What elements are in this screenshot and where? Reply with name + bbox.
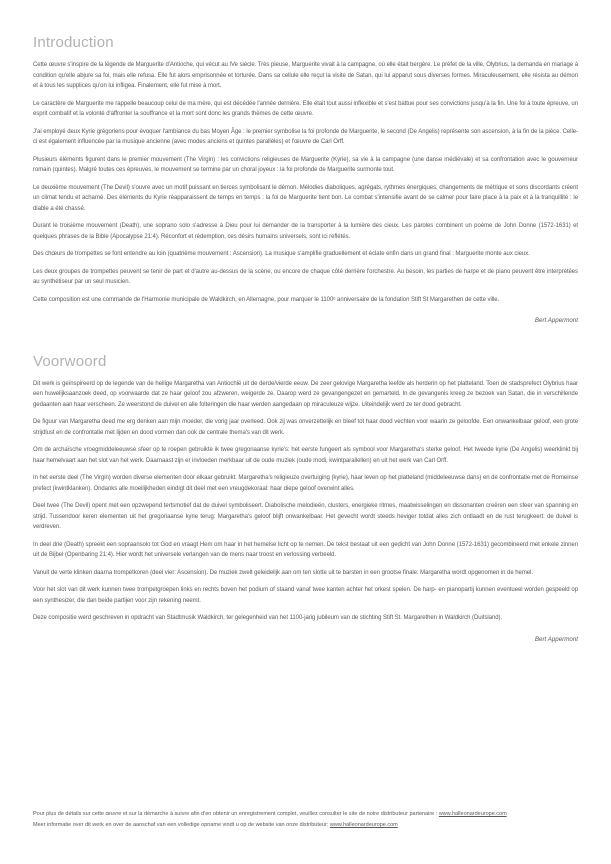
paragraph: Dit werk is geïnspireerd op de legende van de heilige Margaretha van Antiochië uit de derde/vierde eeuw. De zeer gelovige Margaretha leefde als herderin op het platteland. Toen de stadsprefect Olybrius haar een huwelijksaanzoek deed, op voorwaarde dat ze haar geloof zou afzweren, weigerde ze. Daarop werd ze gevangengezet en gemarteld. In de gevangenis kreeg ze bezoek van Satan, die in verschillende gedaanten aan haar verscheen. Ze weerstond de duivel en alle folteringen die haar werden aangedaan op miraculeuze wijze. Uiteindelijk werd ze ter dood gebracht. (33, 380, 578, 408)
paragraph: In deel drie (Death) spreekt een sopraansolo tot God en vraagt Hem om haar in het hemelse licht op te nemen. De tekst bestaat uit een gedicht van John Donne (1572-1631) gecombineerd met enkele zinnen uit de Bijbel (Openbaring 21:4). Hier wordt het universele verlangen van de mens naar troost en verlossing verbeeld. (33, 541, 578, 558)
page-content (33, 34, 578, 645)
section-voorwoord (33, 353, 578, 646)
footer-text-fr: Pour plus de détails sur cette œuvre et sur la démarche à suivre afin d'en obtenir un enregistrement complet, veuillez consulter le site de notre distributeur partenaire : (33, 811, 439, 817)
paragraph: In het eerste deel (The Virgin) worden diverse elementen door elkaar gebruikt: Margaretha's religieuze overtuiging (kyrie), haar leven op het platteland (middeleeuwse dans) en de confrontatie met de Romeinse prefect (kwintklanken). Ondanks alle moeilijkheden eindigt dit deel met een vreugdekoraal: haar diepe geloof overwint alles. (33, 475, 578, 492)
introduction-heading: Introduction (33, 34, 114, 51)
paragraph: J'ai employé deux Kyrie grégoriens pour évoquer l'ambiance du bas Moyen Âge : le premier symbolise la foi profonde de Marguerite, le second (De Angelis) représente son ascension, à la fin de la pièce. Celle-ci est également influencée par la musique ancienne (avec modes anciens et quintes parallèles) et l'œuvre de Carl Orff. (33, 128, 578, 145)
paragraph: Om de archaïsche vroegmiddeleeuwse sfeer op te roepen gebruikte ik twee gregoriaanse kyrie's: het eerste fungeert als symbool voor Margaretha's sterke geloof. Het tweede kyrie (De Angelis) weerklinkt bij haar hemelvaart aan het slot van het werk. Daarnaast zijn er invloeden merkbaar uit de oude muziek (oude modi, kwintparallellen) en uit het werk van Carl Orff. (33, 447, 578, 464)
page-footer (33, 809, 578, 831)
paragraph: Cette composition est une commande de l'Harmonie municipale de Waldkirch, en Allemagne, pour marquer le 1100ᵉ anniversaire de la fondation Stift St Margarethen de cette ville. (33, 296, 500, 303)
paragraph: Voor het slot van dit werk kunnen twee trompetgroepen links en rechts boven het podium of staand vanaf twee kanten achter het orkest spelen. De harp- en pianopartij kunnen eventueel worden gespeeld op een synthesizer, die dan beide partijen voor zijn rekening neemt. (33, 587, 578, 604)
paragraph: Cette œuvre s'inspire de la légende de Marguerite d'Antioche, qui vécut au IVe siècle. Très pieuse, Marguerite vivait à la campagne, où elle était bergère. Le préfet de la ville, Olybrius, la demanda en mariage à condition qu'elle abjure sa foi, mais elle refusa. Elle fut alors emprisonnée et torturée. Dans sa cellule elle reçut la visite de Satan, qui lui apparut sous diverses formes. Miraculeusement, elle résista au démon et à tous les supplices qu'on lui infligea. Finalement, elle fut mise à mort. (33, 62, 578, 89)
footer-text-nl: Meer informatie over dit werk en over de aanschaf van een volledige opname vindt u op de website van onze distributeur: (33, 822, 330, 828)
voorwoord-heading: Voorwoord (33, 352, 107, 370)
paragraph: Les deux groupes de trompettes peuvent se tenir de part et d'autre au-dessus de la scène, ou encore de chaque côté derrière l'orchestre. Au besoin, les parties de harpe et de piano peuvent être interprétées au synthétiseur par un seul musicien. (33, 268, 578, 285)
distributor-link-fr[interactable]: www.halleonardeurope.com (438, 811, 507, 817)
author-signature: Bert Appermont (534, 317, 578, 324)
paragraph: Le caractère de Marguerite me rappelle beaucoup celui de ma mère, qui est décédée l'année dernière. Elle était tout aussi inflexible et s'est battue pour ses convictions jusqu'à la fin. Une foi à toute épreuve, un esprit combatif et la volonté d'affronter la souffrance et la mort sont donc les grands thèmes de cette œuvre. (33, 100, 578, 117)
paragraph: Vanuit de verte klinken daarna trompetkoren (deel vier: Ascension). De muziek zwelt geleidelijk aan om ten slotte uit te barsten in een grootse finale: Margaretha wordt opgenomen in de hemel. (33, 569, 533, 576)
section-introduction (33, 34, 578, 327)
paragraph: Durant le troisième mouvement (Death), une soprano solo s'adresse à Dieu pour lui demander de la transporter à la lumière des cieux. Les paroles combinent un poème de John Donne (1572-1631) et quelques phrases de la Bible (Apocalypse 21:4). Réconfort et rédemption, ces désirs humains universels, sont ici reflétés. (33, 223, 578, 240)
paragraph: Le deuxième mouvement (The Devil) s'ouvre avec un motif puissant en tierces symbolisant le démon. Mélodies diaboliques, agrégats, rythmes énergiques, changements de métrique et sons discordants créent un climat tendu et acharné. Des éléments du Kyrie réapparaissent de temps en temps : la foi de Marguerite tient bon. Le combat s'intensifie avant de se calmer pour faire place à la paix et à la tranquillité : le diable a été chassé. (33, 184, 578, 212)
footer-line-fr (33, 809, 578, 820)
paragraph: Plusieurs éléments figurent dans le premier mouvement (The Virgin) : les convictions religieuses de Marguerite (Kyrie), sa vie à la campagne (une danse médiévale) et sa confrontation avec le gouverneur romain (quintes). Malgré toutes ces épreuves, le mouvement se termine par un choral joyeux : la foi profonde de Marguerite surmonte tout. (33, 156, 578, 173)
paragraph: Deze compositie werd geschreven in opdracht van Stadtmusik Waldkirch, ter gelegenheid van het 1100-jarig jubileum van de stichting Stift St. Margarethen in Waldkirch (Duitsland). (33, 615, 503, 621)
footer-line-nl (33, 820, 578, 831)
author-signature: Bert Appermont (534, 635, 578, 643)
paragraph: De figuur van Margaretha deed me erg denken aan mijn moeder, die vorig jaar overleed. Ook zij was onverzettelijk en bleef tot haar dood vechten voor waarin ze geloofde. Een onwankelbaar geloof, een grote strijdlust en de confrontatie met lijden en dood vormen dan ook de centrale thema's van dit werk. (33, 419, 578, 436)
paragraph: Deel twee (The Devil) opent met een opzwepend tertsmotief dat de duivel symboliseert. Diabolische melodieën, clusters, energieke ritmes, maatwisselingen en dissonanten creëren een sfeer van spanning en strijd. Tussendoor keren elementen uit het gregoriaanse kyrie terug: Margaretha's geloof blijft onwankelbaar. Het gevecht wordt steeds heviger totdat alles zich ontlaadt en de rust terugkeert: de duivel is verdreven. (33, 503, 578, 530)
distributor-link-nl[interactable]: www.halleonardeurope.com (329, 822, 398, 828)
paragraph: Des chœurs de trompettes se font entendre au loin (quatrième mouvement : Ascension). La musique s'amplifie graduellement et éclate enfin dans un grand final : Marguerite monte aux cieux. (33, 251, 530, 257)
